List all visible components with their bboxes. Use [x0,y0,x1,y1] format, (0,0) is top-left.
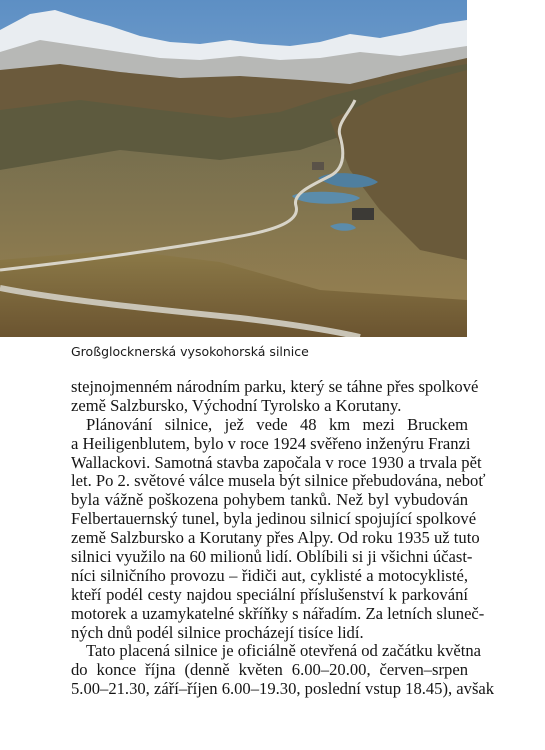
text-line: a Heiligenblutem, bylo v roce 1924 svěřeno inženýru Franzi [71,433,471,453]
text-line: Plánování silnice, jež vede 48 km mezi Bruckem [86,414,468,434]
text-line: byla vážně poškozena pohybem tanků. Než byl vybudován [71,490,468,510]
text-line: 5.00–21.30, září–říjen 6.00–19.30, poslední vstup 18.45), avšak [71,679,495,699]
text-line: do konce října (denně květen 6.00–20.00, červen–srpen [71,660,468,680]
text-line: Tato placená silnice je oficiálně otevřená od začátku května [86,641,482,661]
body-text [71,377,495,699]
text-line: země Salzbursko, Východní Tyrolsko a Korutany. [71,395,402,415]
text-line: motorek a uzamykatelné skříňky s nářadím. Za letních sluneč- [71,603,485,623]
text-line: země Salzbursko a Korutany přes Alpy. Od roku 1935 už tuto [71,528,480,548]
mountain-road-photo [0,0,467,337]
text-line: Wallackovi. Samotná stavba započala v roce 1930 a trvala pět [71,452,482,472]
text-line: stejnojmenném národním parku, který se táhne přes spolkové [71,377,479,396]
photo-caption: Großglocknerská vysokohorská silnice [71,344,309,359]
text-line: níci silničního provozu – řidiči aut, cyklisté a motocyklisté, [71,565,468,585]
text-line: ných dnů podél silnice procházejí tisíce lidí. [71,622,364,642]
text-line: Felbertauernský tunel, byla jedinou silnicí spojující spolkové [71,509,477,529]
text-line: let. Po 2. světové válce musela být silnice přebudována, neboť [71,471,486,491]
text-line: silnici využilo na 60 milionů lidí. Oblíbili si ji všichni účast- [71,547,473,567]
text-line: kteří podél cesty najdou speciální příslušenství k parkování [71,584,468,604]
